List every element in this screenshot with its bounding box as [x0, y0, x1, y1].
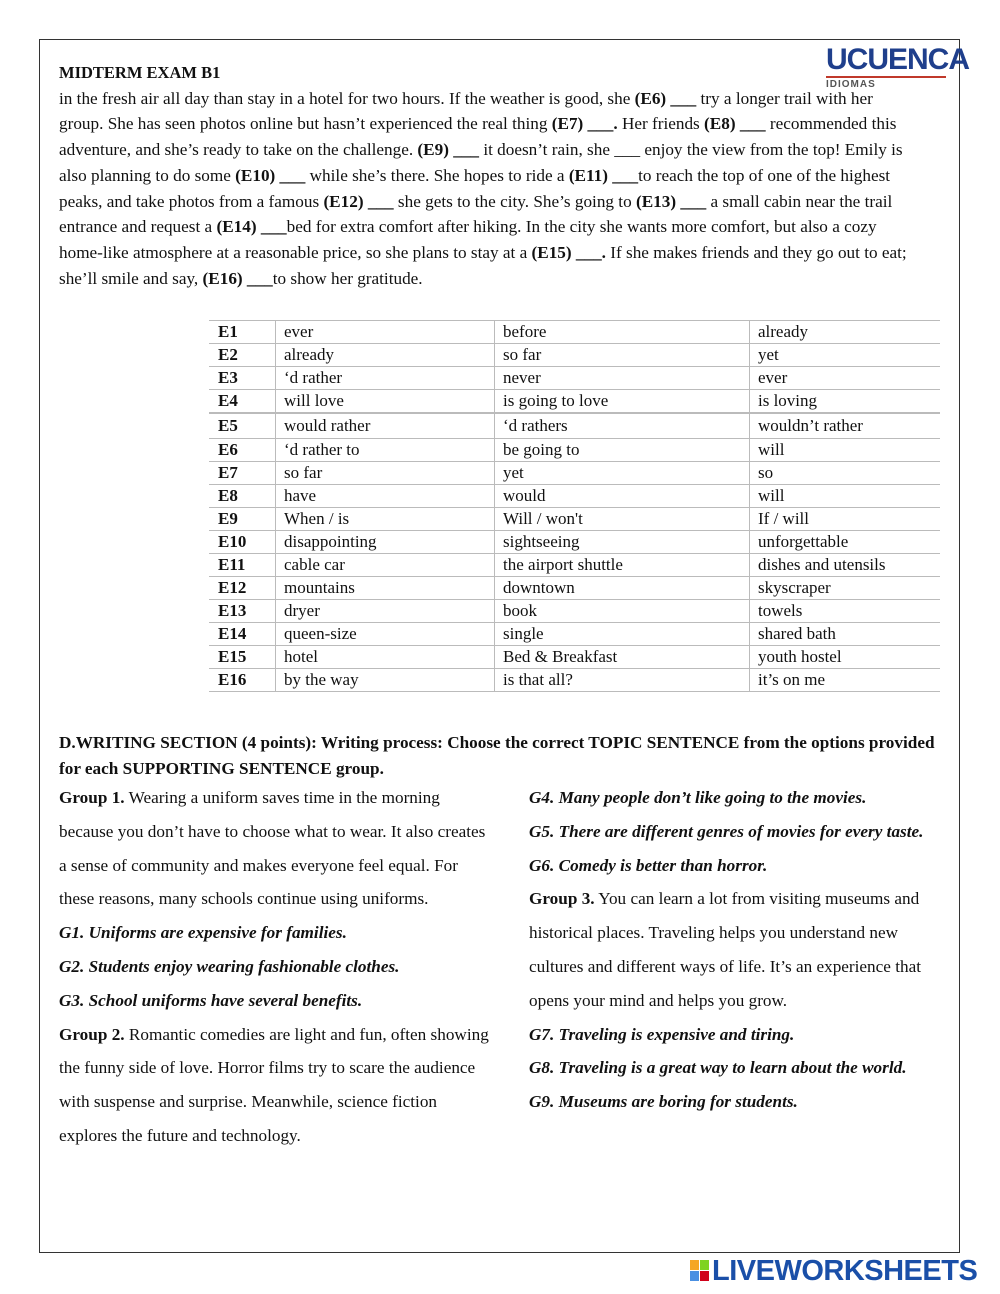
option-cell[interactable]: so — [750, 462, 941, 485]
group-1 — [59, 781, 489, 916]
options-row — [209, 413, 940, 439]
option-cell[interactable]: it’s on me — [750, 669, 941, 692]
reading-passage — [59, 60, 919, 291]
option-cell[interactable]: will — [750, 485, 941, 508]
passage-text: to reach the top of one of the highest peaks, and take photos from a famous — [59, 165, 891, 211]
blank-e16[interactable]: (E16) ___ — [202, 268, 273, 288]
options-row — [209, 577, 940, 600]
blank-e8[interactable]: (E8) ___ — [704, 114, 766, 134]
option-g6[interactable]: G6. Comedy is better than horror. — [529, 855, 768, 875]
option-cell[interactable]: will love — [276, 390, 495, 414]
options-row — [209, 344, 940, 367]
option-g1[interactable]: G1. Uniforms are expensive for families. — [59, 923, 347, 943]
options-row — [209, 508, 940, 531]
option-cell[interactable]: already — [276, 344, 495, 367]
passage-text: it doesn’t rain, she ___ enjoy the view from the top! Emily is also planning to do some — [59, 140, 903, 185]
passage-text: If she makes friends and they go out to eat; she’ll smile and say, — [59, 242, 907, 288]
liveworksheets-logo — [690, 1255, 990, 1287]
option-cell[interactable]: by the way — [276, 669, 495, 692]
option-code: E4 — [209, 390, 276, 414]
passage-text: Her friends — [621, 114, 700, 134]
option-g2[interactable]: G2. Students enjoy wearing fashionable clothes. — [59, 956, 400, 976]
option-code: E6 — [209, 439, 276, 462]
option-code: E9 — [209, 508, 276, 531]
group-label: Group 2. — [59, 1024, 125, 1044]
option-cell[interactable]: be going to — [495, 439, 750, 462]
option-g8[interactable]: G8. Traveling is a great way to learn about the world. — [529, 1058, 907, 1078]
options-row — [209, 623, 940, 646]
logo-brand: UCUENCA — [826, 43, 969, 76]
option-cell[interactable]: mountains — [276, 577, 495, 600]
option-cell[interactable]: queen-size — [276, 623, 495, 646]
writing-left-column — [59, 781, 489, 1153]
option-code: E1 — [209, 321, 276, 344]
option-code: E7 — [209, 462, 276, 485]
options-row — [209, 462, 940, 485]
passage-text: bed for extra comfort after hiking. In the city she wants more comfort, but also a cozy home-like atmosphere at a reasonable price, so she plans to stay at a — [59, 217, 877, 262]
option-cell[interactable]: single — [495, 623, 750, 646]
options-row — [209, 321, 940, 344]
group-label: Group 1. — [59, 788, 125, 807]
option-cell[interactable]: before — [495, 321, 750, 344]
group-label: Group 3. — [529, 889, 595, 909]
option-code: E5 — [209, 413, 276, 439]
option-cell[interactable]: ‘d rather — [276, 367, 495, 390]
option-cell[interactable]: is that all? — [495, 669, 750, 692]
blank-e12[interactable]: (E12) ___ — [323, 191, 394, 211]
liveworksheets-wordmark: LIVEWORKSHEETS — [712, 1255, 978, 1287]
option-cell[interactable]: youth hostel — [750, 646, 941, 669]
option-g4[interactable]: G4. Many people don’t like going to the movies. — [529, 788, 867, 807]
option-code: E2 — [209, 344, 276, 367]
passage-text: in the fresh air all day than stay in a hotel for two hours. If the weather is good, she — [59, 88, 631, 108]
option-code: E3 — [209, 367, 276, 390]
group-text: You can learn a lot from visiting museums and historical places. Traveling helps you understand new cultures and different ways of life. It’s an experience that opens your mind and helps you grow. — [529, 889, 921, 1010]
option-cell[interactable]: sightseeing — [495, 531, 750, 554]
option-cell[interactable]: When / is — [276, 508, 495, 531]
passage-text: try a longer trail with her group. She has seen photos online but hasn’t experienced the real thing — [59, 88, 873, 134]
passage-text: she gets to the city. She’s going to — [397, 191, 632, 211]
options-table — [209, 320, 940, 692]
option-cell[interactable]: cable car — [276, 554, 495, 577]
option-code: E16 — [209, 669, 276, 692]
blank-e11[interactable]: (E11) ___ — [568, 165, 639, 185]
options-row — [209, 646, 940, 669]
blank-e15[interactable]: (E15) ___. — [531, 242, 606, 262]
option-code: E8 — [209, 485, 276, 508]
option-g7[interactable]: G7. Traveling is expensive and tiring. — [529, 1024, 795, 1044]
option-code: E11 — [209, 554, 276, 577]
option-code: E14 — [209, 623, 276, 646]
option-cell[interactable]: is loving — [750, 390, 941, 414]
option-cell[interactable]: the airport shuttle — [495, 554, 750, 577]
options-row — [209, 531, 940, 554]
option-cell[interactable]: so far — [495, 344, 750, 367]
option-code: E10 — [209, 531, 276, 554]
option-cell[interactable]: so far — [276, 462, 495, 485]
writing-right-column — [529, 781, 949, 1119]
option-g5[interactable]: G5. There are different genres of movies for every taste. — [529, 821, 924, 841]
liveworksheets-icon — [690, 1260, 710, 1282]
option-cell[interactable]: disappointing — [276, 531, 495, 554]
group-3 — [529, 882, 949, 1017]
option-cell[interactable]: dryer — [276, 600, 495, 623]
option-code: E15 — [209, 646, 276, 669]
option-cell[interactable]: Will / won't — [495, 508, 750, 531]
option-cell[interactable]: Bed & Breakfast — [495, 646, 750, 669]
options-row — [209, 669, 940, 692]
option-cell[interactable]: wouldn’t rather — [750, 413, 941, 439]
option-cell[interactable]: unforgettable — [750, 531, 941, 554]
blank-e9[interactable]: (E9) ___ — [417, 140, 480, 160]
passage-text: to show her gratitude. — [272, 268, 423, 288]
option-cell[interactable]: would — [495, 485, 750, 508]
option-cell[interactable]: skyscraper — [750, 577, 941, 600]
options-row — [209, 367, 940, 390]
option-cell[interactable]: is going to love — [495, 390, 750, 414]
option-cell[interactable]: shared bath — [750, 623, 941, 646]
group-text: Romantic comedies are light and fun, often showing the funny side of love. Horror films try to scare the audience with suspense and surprise. Meanwhile, science fiction explores the future and technology. — [59, 1024, 489, 1145]
options-row — [209, 390, 940, 414]
option-cell[interactable]: have — [276, 485, 495, 508]
option-cell[interactable]: hotel — [276, 646, 495, 669]
blank-e14[interactable]: (E14) ___ — [216, 217, 287, 237]
passage-text: while she’s there. She hopes to ride a — [309, 165, 565, 185]
option-cell[interactable]: would rather — [276, 413, 495, 439]
group-2 — [59, 1018, 489, 1153]
option-cell[interactable]: already — [750, 321, 941, 344]
option-cell[interactable]: never — [495, 367, 750, 390]
options-row — [209, 439, 940, 462]
option-cell[interactable]: yet — [750, 344, 941, 367]
option-cell[interactable]: ever — [276, 321, 495, 344]
option-cell[interactable]: book — [495, 600, 750, 623]
blank-e10[interactable]: (E10) ___ — [235, 165, 306, 185]
option-cell[interactable]: ever — [750, 367, 941, 390]
passage-text: a small cabin near the trail entrance and request a — [59, 191, 893, 237]
blank-e6[interactable]: (E6) ___ — [634, 88, 697, 108]
exam-title: MIDTERM EXAM B1 — [59, 63, 221, 82]
blank-e7[interactable]: (E7) ___. — [551, 114, 618, 134]
option-cell[interactable]: towels — [750, 600, 941, 623]
option-cell[interactable]: yet — [495, 462, 750, 485]
logo-sub: IDIOMAS — [826, 79, 876, 90]
options-row — [209, 485, 940, 508]
option-cell[interactable]: ‘d rathers — [495, 413, 750, 439]
writing-section-title: D.WRITING SECTION (4 points): Writing process: Choose the correct TOPIC SENTENCE from the options provided for each SUPPORTING SENTENCE group. — [59, 733, 935, 778]
option-cell[interactable]: dishes and utensils — [750, 554, 941, 577]
options-row — [209, 600, 940, 623]
option-cell[interactable]: ‘d rather to — [276, 439, 495, 462]
group-text: Wearing a uniform saves time in the morning because you don’t have to choose what to wear. It also creates a sense of community and makes everyone feel equal. For these reasons, many schools continue using uniforms. — [59, 788, 486, 909]
blank-e13[interactable]: (E13) ___ — [635, 191, 707, 211]
passage-text: recommended this adventure, and she’s ready to take on the challenge. — [59, 114, 897, 160]
option-g9[interactable]: G9. Museums are boring for students. — [529, 1092, 798, 1112]
option-cell[interactable]: downtown — [495, 577, 750, 600]
option-code: E13 — [209, 600, 276, 623]
options-row — [209, 554, 940, 577]
option-cell[interactable]: If / will — [750, 508, 941, 531]
option-code: E12 — [209, 577, 276, 600]
option-cell[interactable]: will — [750, 439, 941, 462]
option-g3[interactable]: G3. School uniforms have several benefits. — [59, 990, 363, 1010]
